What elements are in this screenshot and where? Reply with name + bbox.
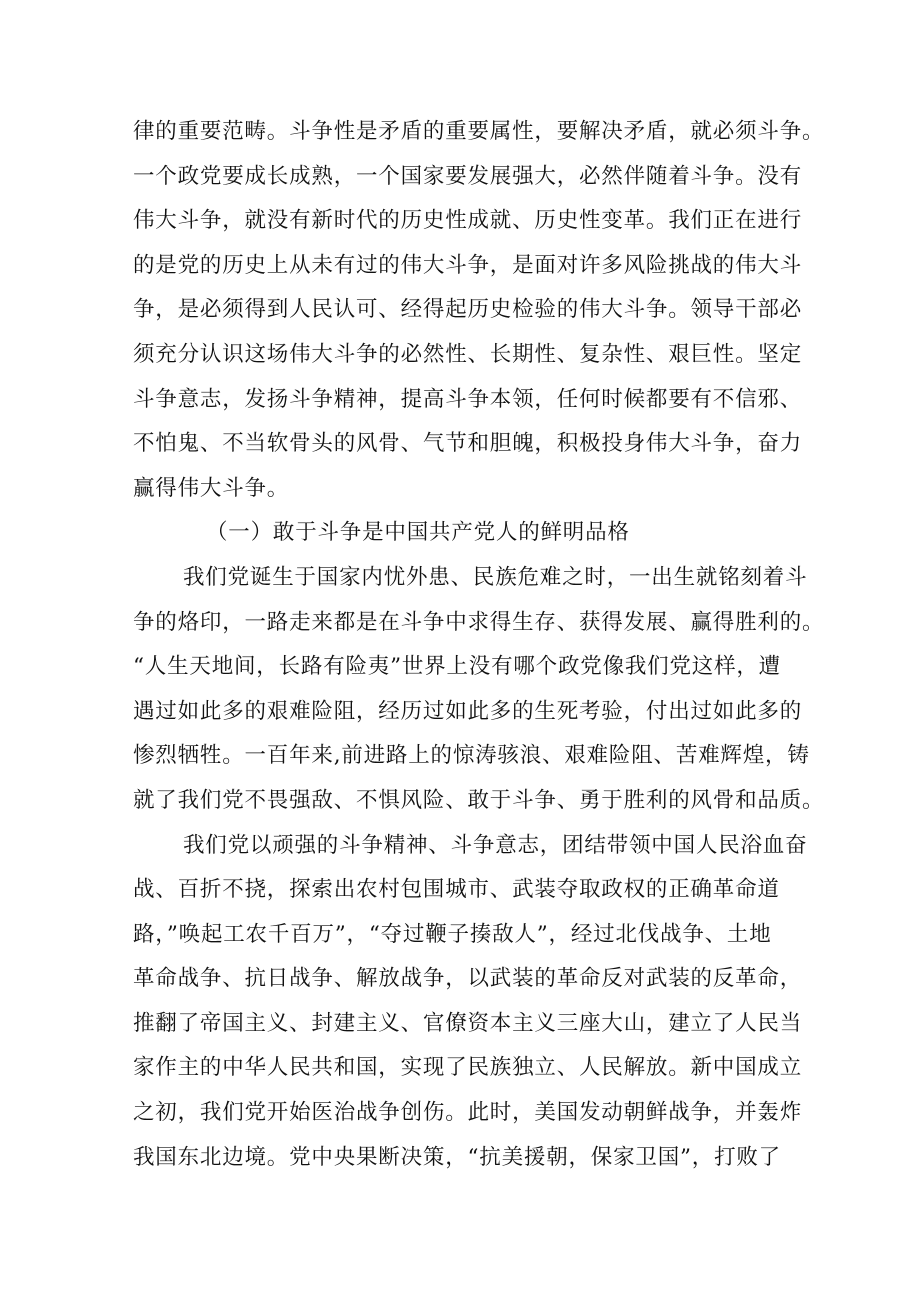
text-line: 伟大斗争，就没有新时代的历史性成就、历史性变革。我们正在进行	[133, 208, 803, 234]
body-text	[133, 110, 825, 1180]
paragraph-first-line: 我们党以顽强的斗争精神、斗争意志，团结带领中国人民浴血奋	[183, 832, 808, 858]
text-line: 不怕鬼、不当软骨头的风骨、气节和胆魄，积极投身伟大斗争，奋力	[133, 431, 803, 457]
text-line: 遇过如此多的艰难险阻，经历过如此多的生死考验，付出过如此多的	[133, 698, 803, 724]
text-line: 须充分认识这场伟大斗争的必然性、长期性、复杂性、艰巨性。坚定	[133, 341, 803, 367]
text-line: 推翻了帝国主义、封建主义、官僚资本主义三座大山，建立了人民当	[133, 1010, 803, 1036]
text-line: 律的重要范畴。斗争性是矛盾的重要属性，要解决矛盾，就必须斗争。	[133, 119, 825, 144]
text-line: “人生天地间，长路有险夷”世界上没有哪个政党像我们党这样，遭	[133, 654, 781, 680]
text-line: 战、百折不挠，探索出农村包围城市、武装夺取政权的正确革命道	[133, 877, 780, 903]
text-line: 家作主的中华人民共和国，实现了民族独立、人民解放。新中国成立	[133, 1055, 803, 1081]
text-line: 争的烙印，一路走来都是在斗争中求得生存、获得发展、赢得胜利的。	[133, 609, 825, 635]
text-line: 的是党的历史上从未有过的伟大斗争，是面对许多风险挑战的伟大斗	[133, 252, 803, 278]
paragraph-first-line: 我们党诞生于国家内忧外患、民族危难之时，一出生就铭刻着斗	[183, 564, 808, 590]
text-line: 斗争意志，发扬斗争精神，提高斗争本领，任何时候都要有不信邪、	[133, 386, 803, 412]
text-line: 革命战争、抗日战争、解放战争，以武装的革命反对武装的反革命，	[133, 966, 803, 992]
text-line: 赢得伟大斗争。	[133, 475, 290, 501]
text-line: 之初，我们党开始医治战争创伤。此时，美国发动朝鲜战争，并轰炸	[133, 1100, 803, 1126]
text-line: 就了我们党不畏强敌、不惧风险、敢于斗争、勇于胜利的风骨和品质。	[133, 787, 825, 813]
text-line: 争，是必须得到人民认可、经得起历史检验的伟大斗争。领导干部必	[133, 297, 803, 323]
text-line: 惨烈牺牲。一百年来,前进路上的惊涛骇浪、艰难险阻、苦难辉煌，铸	[133, 743, 810, 769]
text-line: 路，”唤起工农千百万”，“夺过鞭子揍敌人”，经过北伐战争、土地	[133, 921, 772, 947]
text-line: 我国东北边境。党中央果断决策，“抗美援朝，保家卫国”，打败了	[133, 1144, 781, 1170]
section-heading: （一）敢于斗争是中国共产党人的鲜明品格	[206, 520, 630, 546]
text-line: 一个政党要成长成熟，一个国家要发展强大，必然伴随着斗争。没有	[133, 163, 803, 189]
